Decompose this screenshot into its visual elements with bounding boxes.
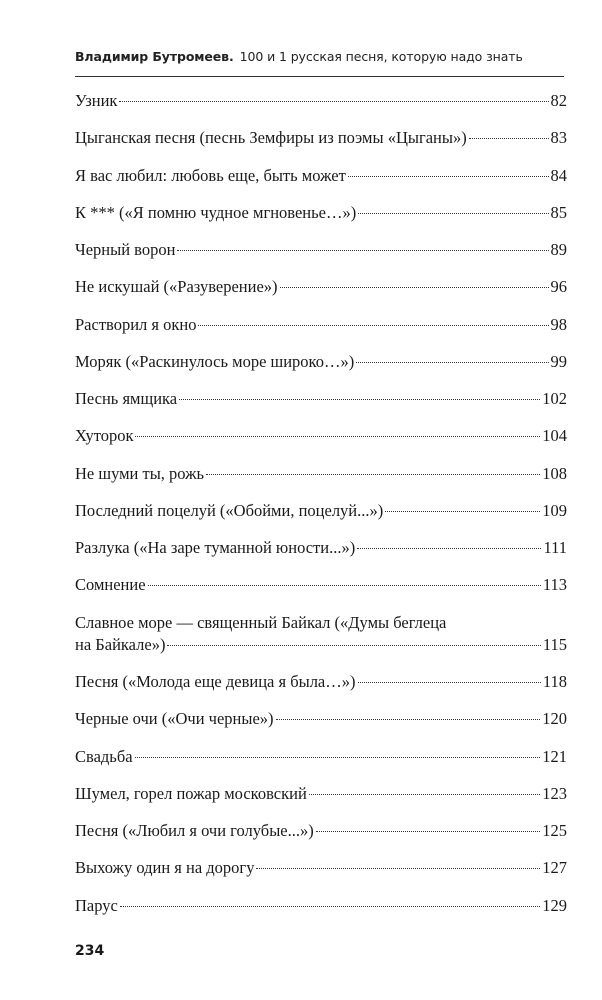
toc-entry-line xyxy=(75,820,567,842)
toc-entry xyxy=(75,671,567,693)
toc-entry-line xyxy=(75,671,567,693)
toc-entry xyxy=(75,425,567,447)
toc-entry xyxy=(75,895,567,917)
toc-entry xyxy=(75,612,567,656)
toc-entry-page-number: 113 xyxy=(542,575,567,594)
dot-leader xyxy=(358,682,541,683)
toc-entry xyxy=(75,90,567,112)
header-rule xyxy=(75,76,564,77)
toc-entry xyxy=(75,500,567,522)
toc-entry xyxy=(75,746,567,768)
dot-leader xyxy=(177,250,548,251)
toc-entry-title: Выхожу один я на дорогу xyxy=(75,858,255,877)
toc-entry-line xyxy=(75,314,567,336)
toc-entry-title: Не искушай («Разуверение») xyxy=(75,277,278,296)
toc-entry-page-number: 120 xyxy=(542,709,567,728)
toc-entry-line xyxy=(75,895,567,917)
toc-entry-title: Хуторок xyxy=(75,426,134,445)
dot-leader xyxy=(316,831,541,832)
toc-entry-line xyxy=(75,165,567,187)
toc-entry-page-number: 82 xyxy=(550,91,567,110)
dot-leader xyxy=(385,511,540,512)
dot-leader xyxy=(256,868,540,869)
toc-entry-page-number: 98 xyxy=(550,315,567,334)
dot-leader xyxy=(358,213,548,214)
dot-leader xyxy=(309,794,540,795)
toc-entry-page-number: 115 xyxy=(542,635,567,654)
toc-entry-line xyxy=(75,537,567,559)
toc-entry-line xyxy=(75,388,567,410)
dot-leader xyxy=(356,362,548,363)
dot-leader xyxy=(179,399,540,400)
toc-entry-line xyxy=(75,746,567,768)
dot-leader xyxy=(357,548,541,549)
toc-entry xyxy=(75,127,567,149)
dot-leader xyxy=(148,585,541,586)
toc-entry-page-number: 127 xyxy=(542,858,567,877)
dot-leader xyxy=(206,474,540,475)
toc-entry-page-number: 121 xyxy=(542,747,567,766)
toc-entry-line xyxy=(75,202,567,224)
toc-entry-title: Песня («Любил я очи голубые...») xyxy=(75,821,314,840)
toc-entry xyxy=(75,202,567,224)
toc-entry xyxy=(75,388,567,410)
toc-entry-page-number: 125 xyxy=(542,821,567,840)
toc-entry-page-number: 96 xyxy=(550,277,567,296)
toc-entry-line xyxy=(75,90,567,112)
toc-entry-title: Шумел, горел пожар московский xyxy=(75,784,307,803)
toc-entry xyxy=(75,276,567,298)
toc-entry-title: Не шуми ты, рожь xyxy=(75,464,205,483)
toc-entry-title: Песня («Молода еще девица я была…») xyxy=(75,672,356,691)
dot-leader xyxy=(469,138,549,139)
toc-entry-title-first-line: Славное море — священный Байкал («Думы беглеца xyxy=(75,613,447,632)
toc-entry xyxy=(75,857,567,879)
toc-entry-title: К *** («Я помню чудное мгновенье…») xyxy=(75,203,357,222)
toc-entry-page-number: 102 xyxy=(542,389,567,408)
running-head-book-title: 100 и 1 русская песня, которую надо знать xyxy=(239,49,523,64)
toc-entry-page-number: 83 xyxy=(550,128,567,147)
toc-entry-title: на Байкале») xyxy=(75,635,166,654)
toc-entry-line xyxy=(75,463,567,485)
toc-entry-line xyxy=(75,708,567,730)
dot-leader xyxy=(276,719,541,720)
toc-entry-page-number: 85 xyxy=(550,203,567,222)
toc-entry-line xyxy=(75,276,567,298)
toc-entry-page-number: 89 xyxy=(550,240,567,259)
toc-entry xyxy=(75,708,567,730)
toc-entry-title: Растворил я окно xyxy=(75,315,197,334)
toc-entry xyxy=(75,351,567,373)
toc-entry-title: Свадьба xyxy=(75,747,133,766)
dot-leader xyxy=(348,176,549,177)
toc-entry-page-number: 129 xyxy=(542,896,567,915)
toc-entry-title: Сомнение xyxy=(75,575,146,594)
toc-entry-line xyxy=(75,857,567,879)
toc-entry-title: Песнь ямщика xyxy=(75,389,178,408)
toc-entry xyxy=(75,537,567,559)
toc-entry xyxy=(75,314,567,336)
toc-entry-title: Разлука («На заре туманной юности...») xyxy=(75,538,356,557)
toc-entry-line xyxy=(75,127,567,149)
toc-entry-page-number: 84 xyxy=(550,166,567,185)
toc-entry xyxy=(75,783,567,805)
toc-entry-page-number: 118 xyxy=(542,672,567,691)
toc-entry-title: Черный ворон xyxy=(75,240,176,259)
toc-entry-page-number: 108 xyxy=(542,464,567,483)
toc-entry-line xyxy=(75,574,567,596)
dot-leader xyxy=(280,287,549,288)
running-head xyxy=(75,49,555,64)
toc-entry xyxy=(75,239,567,261)
toc-entry xyxy=(75,165,567,187)
toc-entry-title: Парус xyxy=(75,896,118,915)
toc-entry-line xyxy=(75,351,567,373)
toc-entry-line xyxy=(75,500,567,522)
toc-entry-title: Последний поцелуй («Обойми, поцелуй...») xyxy=(75,501,384,520)
toc-entry-page-number: 104 xyxy=(542,426,567,445)
running-head-author: Владимир Бутромеев. xyxy=(75,49,234,64)
toc-entry-line xyxy=(75,634,567,656)
dot-leader xyxy=(120,906,540,907)
toc-entry xyxy=(75,463,567,485)
toc-entry-title: Я вас любил: любовь еще, быть может xyxy=(75,166,346,185)
dot-leader xyxy=(135,757,541,758)
toc-entry-title: Узник xyxy=(75,91,118,110)
toc-entry-line xyxy=(75,239,567,261)
toc-entry-title: Цыганская песня (песнь Земфиры из поэмы «Цыганы») xyxy=(75,128,467,147)
toc-entry-page-number: 111 xyxy=(543,538,567,557)
toc-entry-page-number: 109 xyxy=(542,501,567,520)
toc-entry xyxy=(75,820,567,842)
page-number: 234 xyxy=(75,943,105,959)
dot-leader xyxy=(119,101,548,102)
toc-entry-line xyxy=(75,783,567,805)
dot-leader xyxy=(198,325,548,326)
toc-entry-line xyxy=(75,425,567,447)
toc-entry-title: Моряк («Раскинулось море широко…») xyxy=(75,352,355,371)
dot-leader xyxy=(135,436,540,437)
toc-entry-page-number: 99 xyxy=(550,352,567,371)
dot-leader xyxy=(167,645,540,646)
toc-entry-title: Черные очи («Очи черные») xyxy=(75,709,274,728)
toc-entry xyxy=(75,574,567,596)
toc-entry-page-number: 123 xyxy=(542,784,567,803)
